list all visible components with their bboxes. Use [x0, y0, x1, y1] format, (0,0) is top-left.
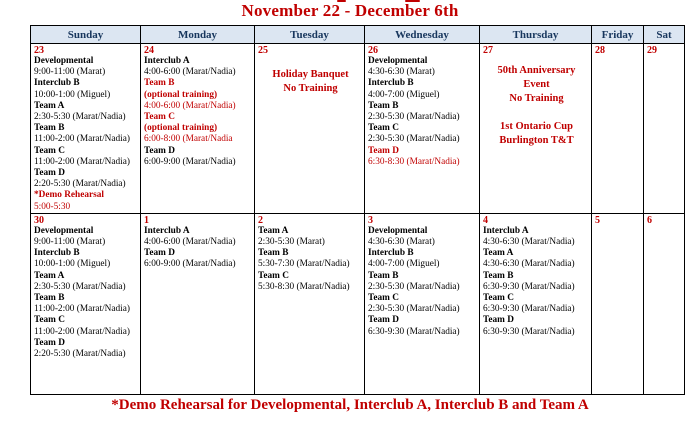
day-cell-6 [644, 213, 685, 394]
schedule-line: Interclub B [34, 78, 80, 89]
day-cell-27 [480, 44, 592, 214]
day-schedule [144, 226, 253, 271]
day-number: 6 [647, 214, 652, 226]
day-schedule [258, 226, 363, 293]
day-number: 5 [595, 214, 600, 226]
day-cell-24 [141, 44, 255, 214]
schedule-line: 11:00-2:00 (Marat/Nadia) [34, 304, 130, 315]
schedule-line: Event [523, 79, 550, 90]
schedule-line: Team C [258, 270, 289, 281]
schedule-line: 6:30-9:30 (Marat/Nadia) [483, 304, 575, 315]
schedule-line: Team C [34, 315, 65, 326]
day-number: 3 [368, 214, 373, 226]
day-schedule [34, 56, 139, 213]
schedule-line [483, 106, 590, 120]
day-number: 26 [368, 45, 378, 56]
schedule-line: 2:30-5:30 (Marat/Nadia) [368, 112, 460, 123]
schedule-line: 5:30-8:30 (Marat/Nadia) [258, 281, 350, 292]
schedule-line: 4:30-6:30 (Marat/Nadia) [483, 237, 575, 248]
calendar-body [31, 44, 685, 395]
day-cell-2 [255, 213, 365, 394]
schedule-line: 9:00-11:00 (Marat) [34, 67, 106, 78]
schedule-line: 2:20-5:30 (Marat/Nadia) [34, 179, 126, 190]
schedule-line: 5:00-5:30 [34, 201, 71, 212]
schedule-line: 6:30-9:30 (Marat/Nadia) [483, 281, 575, 292]
schedule-line: Team C [368, 123, 399, 134]
schedule-line: Developmental [34, 225, 94, 236]
schedule-line: 11:00-2:00 (Marat/Nadia) [34, 134, 130, 145]
day-cell-23 [31, 44, 141, 214]
schedule-line: Team B [34, 293, 65, 304]
schedule-line: 4:00-6:00 (Marat/Nadia) [144, 237, 236, 248]
day-number: 28 [595, 45, 605, 56]
day-cell-3 [365, 213, 480, 394]
schedule-line: Team B [144, 78, 175, 89]
day-schedule [368, 56, 478, 168]
day-cell-30 [31, 213, 141, 394]
schedule-line: Interclub A [483, 225, 529, 236]
schedule-line: Team D [483, 315, 514, 326]
schedule-line: 4:00-7:00 (Miguel) [368, 259, 440, 270]
day-number: 30 [34, 214, 44, 226]
day-schedule [34, 226, 139, 360]
day-number: 27 [483, 45, 493, 56]
schedule-line: Team B [368, 270, 399, 281]
schedule-line: Developmental [368, 56, 428, 66]
schedule-line: Team A [483, 248, 514, 259]
day-cell-26 [365, 44, 480, 214]
schedule-line: Holiday Banquet [272, 69, 349, 80]
day-header-sat: Sat [644, 26, 685, 44]
schedule-line: No Training [283, 83, 338, 94]
schedule-line: No Training [509, 93, 564, 104]
day-number: 4 [483, 214, 488, 226]
schedule-line: (optional training) [144, 89, 218, 100]
schedule-line: Interclub A [144, 225, 190, 236]
schedule-line: Interclub B [368, 78, 414, 89]
day-number: 23 [34, 45, 44, 56]
schedule-line: *Demo Rehearsal [34, 190, 104, 201]
week-row-2 [31, 213, 685, 394]
schedule-line: Team B [368, 100, 399, 111]
schedule-line: 1st Ontario Cup [500, 121, 573, 132]
day-number: 29 [647, 45, 657, 56]
schedule-line: Team A [34, 100, 65, 111]
day-header-sunday: Sunday [31, 26, 141, 44]
schedule-line: 2:30-5:30 (Marat/Nadia) [368, 134, 460, 145]
schedule-line: 2:30-5:30 (Marat) [258, 237, 325, 248]
day-schedule [144, 56, 253, 168]
schedule-line: 4:30-6:30 (Marat) [368, 237, 435, 248]
schedule-line: 50th Anniversary [497, 65, 576, 76]
schedule-line: Team A [258, 225, 289, 236]
schedule-line: 4:30-6:30 (Marat/Nadia) [483, 259, 575, 270]
day-header-wednesday: Wednesday [365, 26, 480, 44]
schedule-line: 9:00-11:00 (Marat) [34, 237, 106, 248]
day-cell-5 [592, 213, 644, 394]
schedule-line: 6:30-9:30 (Marat/Nadia) [483, 326, 575, 337]
day-schedule [368, 226, 478, 338]
day-header-tuesday: Tuesday [255, 26, 365, 44]
day-cell-28 [592, 44, 644, 214]
schedule-line: Team D [368, 145, 399, 156]
schedule-line: 11:00-2:00 (Marat/Nadia) [34, 326, 130, 337]
day-cell-4 [480, 213, 592, 394]
schedule-line: Team D [368, 315, 399, 326]
schedule-line: Team C [144, 112, 175, 123]
schedule-line: 2:30-5:30 (Marat/Nadia) [368, 281, 460, 292]
schedule-line: Burlington T&T [499, 135, 574, 146]
schedule-line: Team D [144, 248, 175, 259]
schedule-line: 4:30-6:30 (Marat) [368, 67, 435, 78]
schedule-line: 6:30-9:30 (Marat/Nadia) [368, 326, 460, 337]
day-header-monday: Monday [141, 26, 255, 44]
schedule-line: 6:00-9:00 (Marat/Nadia) [144, 156, 236, 167]
day-number: 24 [144, 45, 154, 56]
day-header-thursday: Thursday [480, 26, 592, 44]
day-header-row [31, 26, 685, 44]
day-number: 25 [258, 45, 268, 56]
schedule-line: 2:30-5:30 (Marat/Nadia) [34, 281, 126, 292]
schedule-line: 4:00-6:00 (Marat/Nadia) [144, 67, 236, 78]
schedule-line: Team D [34, 168, 65, 179]
schedule-line: Team B [258, 248, 289, 259]
schedule-line: 6:30-8:30 (Marat/Nadia) [368, 156, 460, 167]
schedule-line: Team C [368, 293, 399, 304]
schedule-line: 2:30-5:30 (Marat/Nadia) [368, 304, 460, 315]
schedule-calendar-table [30, 25, 685, 395]
schedule-line: 4:00-6:00 (Marat/Nadia) [144, 100, 236, 111]
schedule-line: Interclub B [368, 248, 414, 259]
schedule-line: 2:20-5:30 (Marat/Nadia) [34, 349, 126, 360]
day-cell-29 [644, 44, 685, 214]
day-cell-1 [141, 213, 255, 394]
day-schedule [483, 64, 590, 148]
schedule-line: 4:00-7:00 (Miguel) [368, 89, 440, 100]
schedule-line: Team C [483, 293, 514, 304]
day-header-friday: Friday [592, 26, 644, 44]
schedule-line: Team C [34, 145, 65, 156]
schedule-line: Team B [34, 123, 65, 134]
day-cell-25 [255, 44, 365, 214]
schedule-line: Developmental [34, 56, 94, 66]
schedule-line: 2:30-5:30 (Marat/Nadia) [34, 112, 126, 123]
schedule-line: Team D [34, 337, 65, 348]
schedule-line: Team D [144, 145, 175, 156]
day-schedule [483, 226, 590, 338]
schedule-line: 5:30-7:30 (Marat/Nadia) [258, 259, 350, 270]
schedule-line: 6:00-8:00 (Marat/Nadia [144, 134, 233, 145]
schedule-line: 10:00-1:00 (Miguel) [34, 259, 111, 270]
calendar-title: November 22 - December 6th [241, 1, 459, 20]
footer-note: *Demo Rehearsal for Developmental, Interclub A, Interclub B and Team A [111, 397, 589, 413]
schedule-line: Team A [34, 270, 65, 281]
day-number: 1 [144, 214, 149, 226]
schedule-line: 6:00-9:00 (Marat/Nadia) [144, 259, 236, 270]
schedule-line: Developmental [368, 225, 428, 236]
schedule-line: 11:00-2:00 (Marat/Nadia) [34, 156, 130, 167]
schedule-line: Interclub B [34, 248, 80, 259]
schedule-line: 10:00-1:00 (Miguel) [34, 89, 111, 100]
day-number: 2 [258, 214, 263, 226]
day-schedule [258, 68, 363, 96]
week-row-1 [31, 44, 685, 214]
schedule-line: Team B [483, 270, 514, 281]
schedule-line: (optional training) [144, 123, 218, 134]
schedule-line: Interclub A [144, 56, 190, 66]
